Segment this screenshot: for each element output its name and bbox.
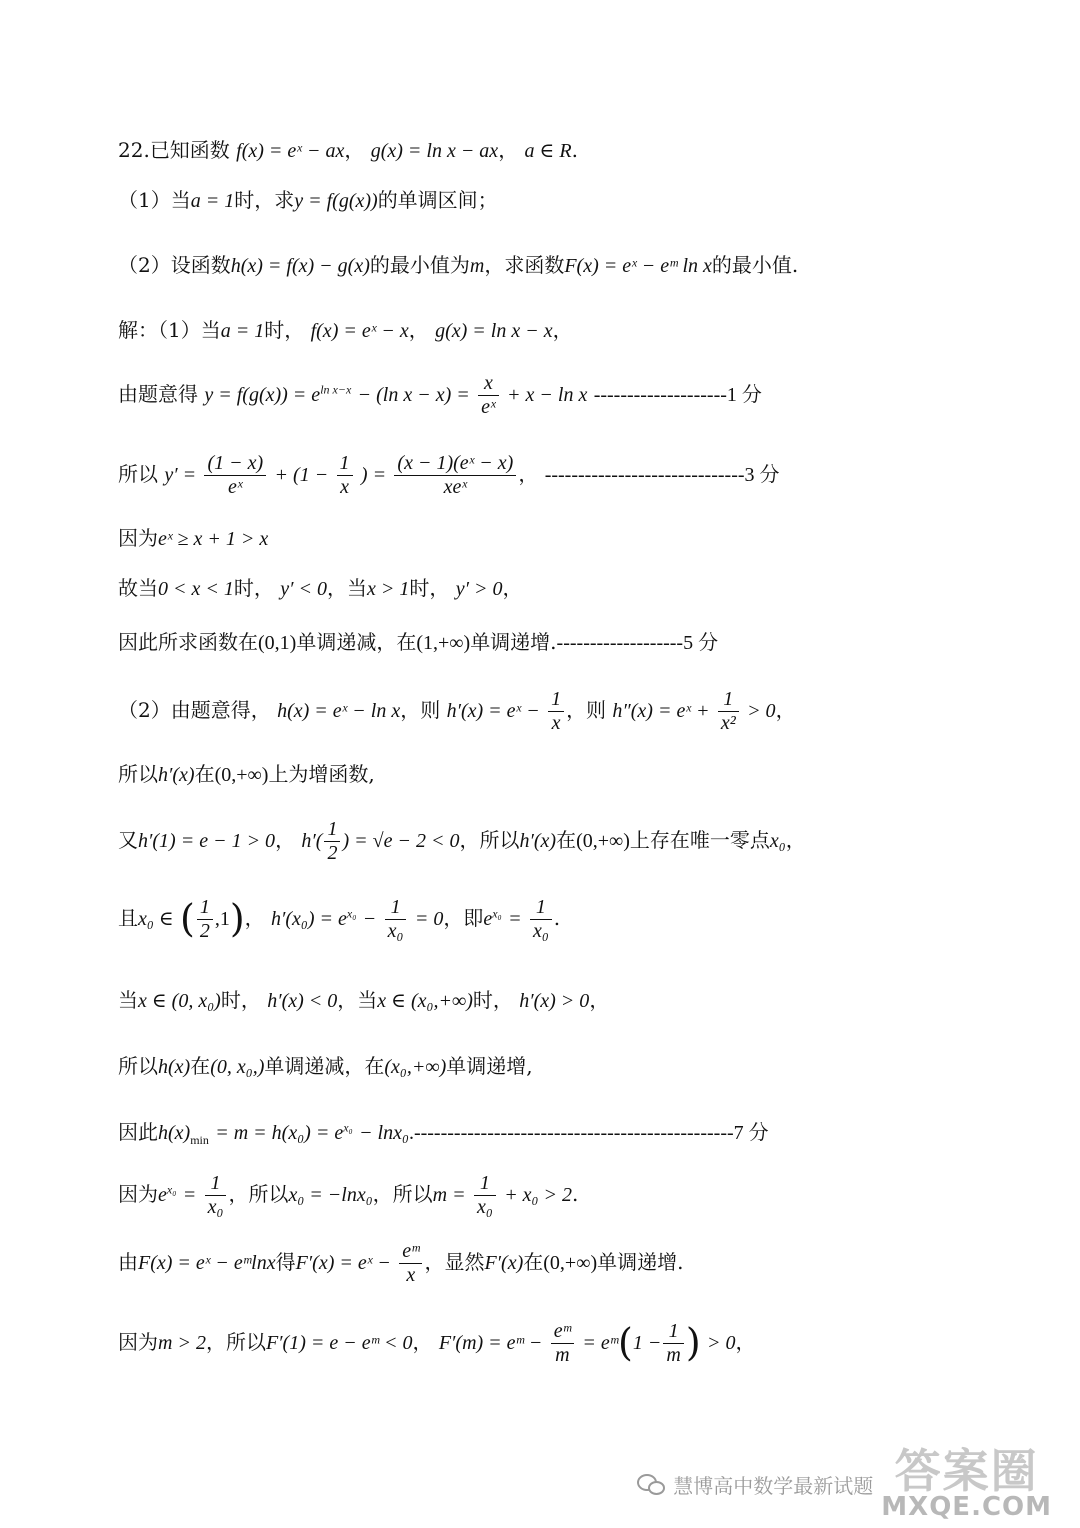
problem-number: 22. [118,138,150,162]
problem-statement: 22.已知函数 f(x) = eˣ − ax， g(x) = ln x − ax， a ∈ R. [118,138,578,162]
solution-line-13: 因此$h(x)_{min} = m = h(x_0) = e^{x_0} - \ln x_0.------------------------------------------------7$ 分 [118,1120,769,1147]
fraction: $\frac{1}{x}$ [548,688,564,735]
solution-line-4: 因为eˣ ≥ x + 1 > x [118,526,269,550]
fraction: $\frac{1}{\text{x²}}$ [718,688,739,735]
solution-line-3: 所以 y′ = $\frac{(1 - x)}{\text{eˣ}}$ + (1 − $\frac{1}{x}$ ) = $\frac{\text{(x − 1)(eˣ − x)}}{\text{xeˣ}}$ ， ------------------------------3 分 [118,452,780,498]
problem-part-1: （1）当a = 1时，求y = f(g(x))的单调区间； [118,188,498,212]
solution-line-16: 因为m > 2，所以F′(1) = e − eᵐ < 0， F′(m) = eᵐ − $\frac{\text{eᵐ}}{m}$ = eᵐ(1 − $\frac{1}{m}$ ) > 0， [118,1320,756,1366]
fraction: $\frac{1}{\text{x₀}}$ [474,1172,496,1219]
solution-line-1: 解：（1）当a = 1时， f(x) = eˣ − x， g(x) = ln x − x， [118,318,573,342]
fraction: $\frac{\text{eᵐ}}{x}$ [399,1240,422,1287]
solution-line-2: 由题意得 $y = f(g(x)) = e^{ln x-x} - (\ln$ x − x) = $\frac{x}{\text{eˣ}}$ + x − ln x --------------------1 分 [118,372,762,418]
f-definition: f(x) = eˣ − ax [236,140,345,162]
solution-line-7: （2）由题意得， h(x) = eˣ − ln x，则 h′(x) = eˣ − $\frac{1}{x}$ ，则 h″(x) = eˣ + $\frac{1}{\text{x²}}$ > 0， [118,688,796,734]
fraction: $\frac{(1 - x)}{\text{eˣ}}$ [204,452,266,499]
solution-line-10: 且x₀ ∈ ( $\frac{1}{2}$ ,1)， $h'(x_0) = e^{x_0}$ − $\frac{1}{\text{x₀}}$ = 0，即$e^{x_0}$ = $\frac{1}{\text{x₀}}$ . [118,896,561,942]
watermark-text: 慧博高中数学最新试题 [673,1473,874,1498]
solution-line-9: 又h′(1) = e − 1 > 0， h′( $\frac{1}{2}$ ) = √e − 2 < 0，所以h′(x)在(0,+∞)上存在唯一零点x₀， [118,818,806,864]
fraction: $\frac{1}{2}$ [324,818,340,865]
fraction: $\frac{\text{eᵐ}}{m}$ [551,1320,574,1367]
score-marker: .------------------------------------------------7 分 [408,1122,769,1144]
solution-line-8: 所以h′(x)在(0,+∞)上为增函数, [118,762,375,786]
fraction: $\frac{1}{\text{x₀}}$ [530,896,552,943]
solution-line-14: 因为$e^{x_0}$ = $\frac{1}{\text{x₀}}$ ，所以x₀ = −lnx₀，所以m = $\frac{1}{\text{x₀}}$ + x₀ > 2. [118,1172,579,1218]
a-domain: a ∈ R [524,140,572,162]
fraction: $\frac{x}{\text{eˣ}}$ [478,372,499,419]
problem-part-2: （2）设函数h(x) = f(x) − g(x)的最小值为m，求函数F(x) = eˣ − eᵐ ln x的最小值. [118,253,799,277]
watermark-logo: 答案圈 MXQE.COM [881,1444,1052,1522]
g-definition: g(x) = ln x − ax [370,140,499,162]
fraction: $\frac{1}{\text{x₀}}$ [385,896,407,943]
solution-line-12: 所以h(x)在(0, x₀,)单调递减，在(x₀,+∞)单调递增, [118,1054,533,1078]
fraction: $\frac{\text{(x − 1)(eˣ − x)}}{\text{xeˣ}}$ [394,452,516,499]
solution-line-6: 因此所求函数在(0,1)单调递减，在(1,+∞)单调递增.-------------------5 分 [118,630,719,654]
score-marker: -------------------5 分 [556,632,719,654]
fraction: $\frac{1}{2}$ [197,896,213,943]
fraction: $\frac{1}{m}$ [663,1320,683,1367]
fraction: $\frac{1}{x}$ [337,452,353,499]
wechat-icon [637,1474,665,1494]
score-marker: ------------------------------3 分 [544,464,780,486]
watermark [637,1444,1052,1522]
fraction: $\frac{1}{\text{x₀}}$ [205,1172,227,1219]
solution-line-15: 由F(x) = eˣ − eᵐlnx得F′(x) = eˣ − $\frac{\text{eᵐ}}{x}$ ，显然F′(x)在(0,+∞)单调递增. [118,1240,684,1286]
score-marker: --------------------1 分 [593,384,762,406]
solution-line-11: 当x ∈ (0, x₀)时， h′(x) < 0，当x ∈ (x₀,+∞)时， h′(x) > 0， [118,988,610,1012]
solution-line-5: 故当0 < x < 1时， y′ < 0，当x > 1时， y′ > 0， [118,576,523,600]
